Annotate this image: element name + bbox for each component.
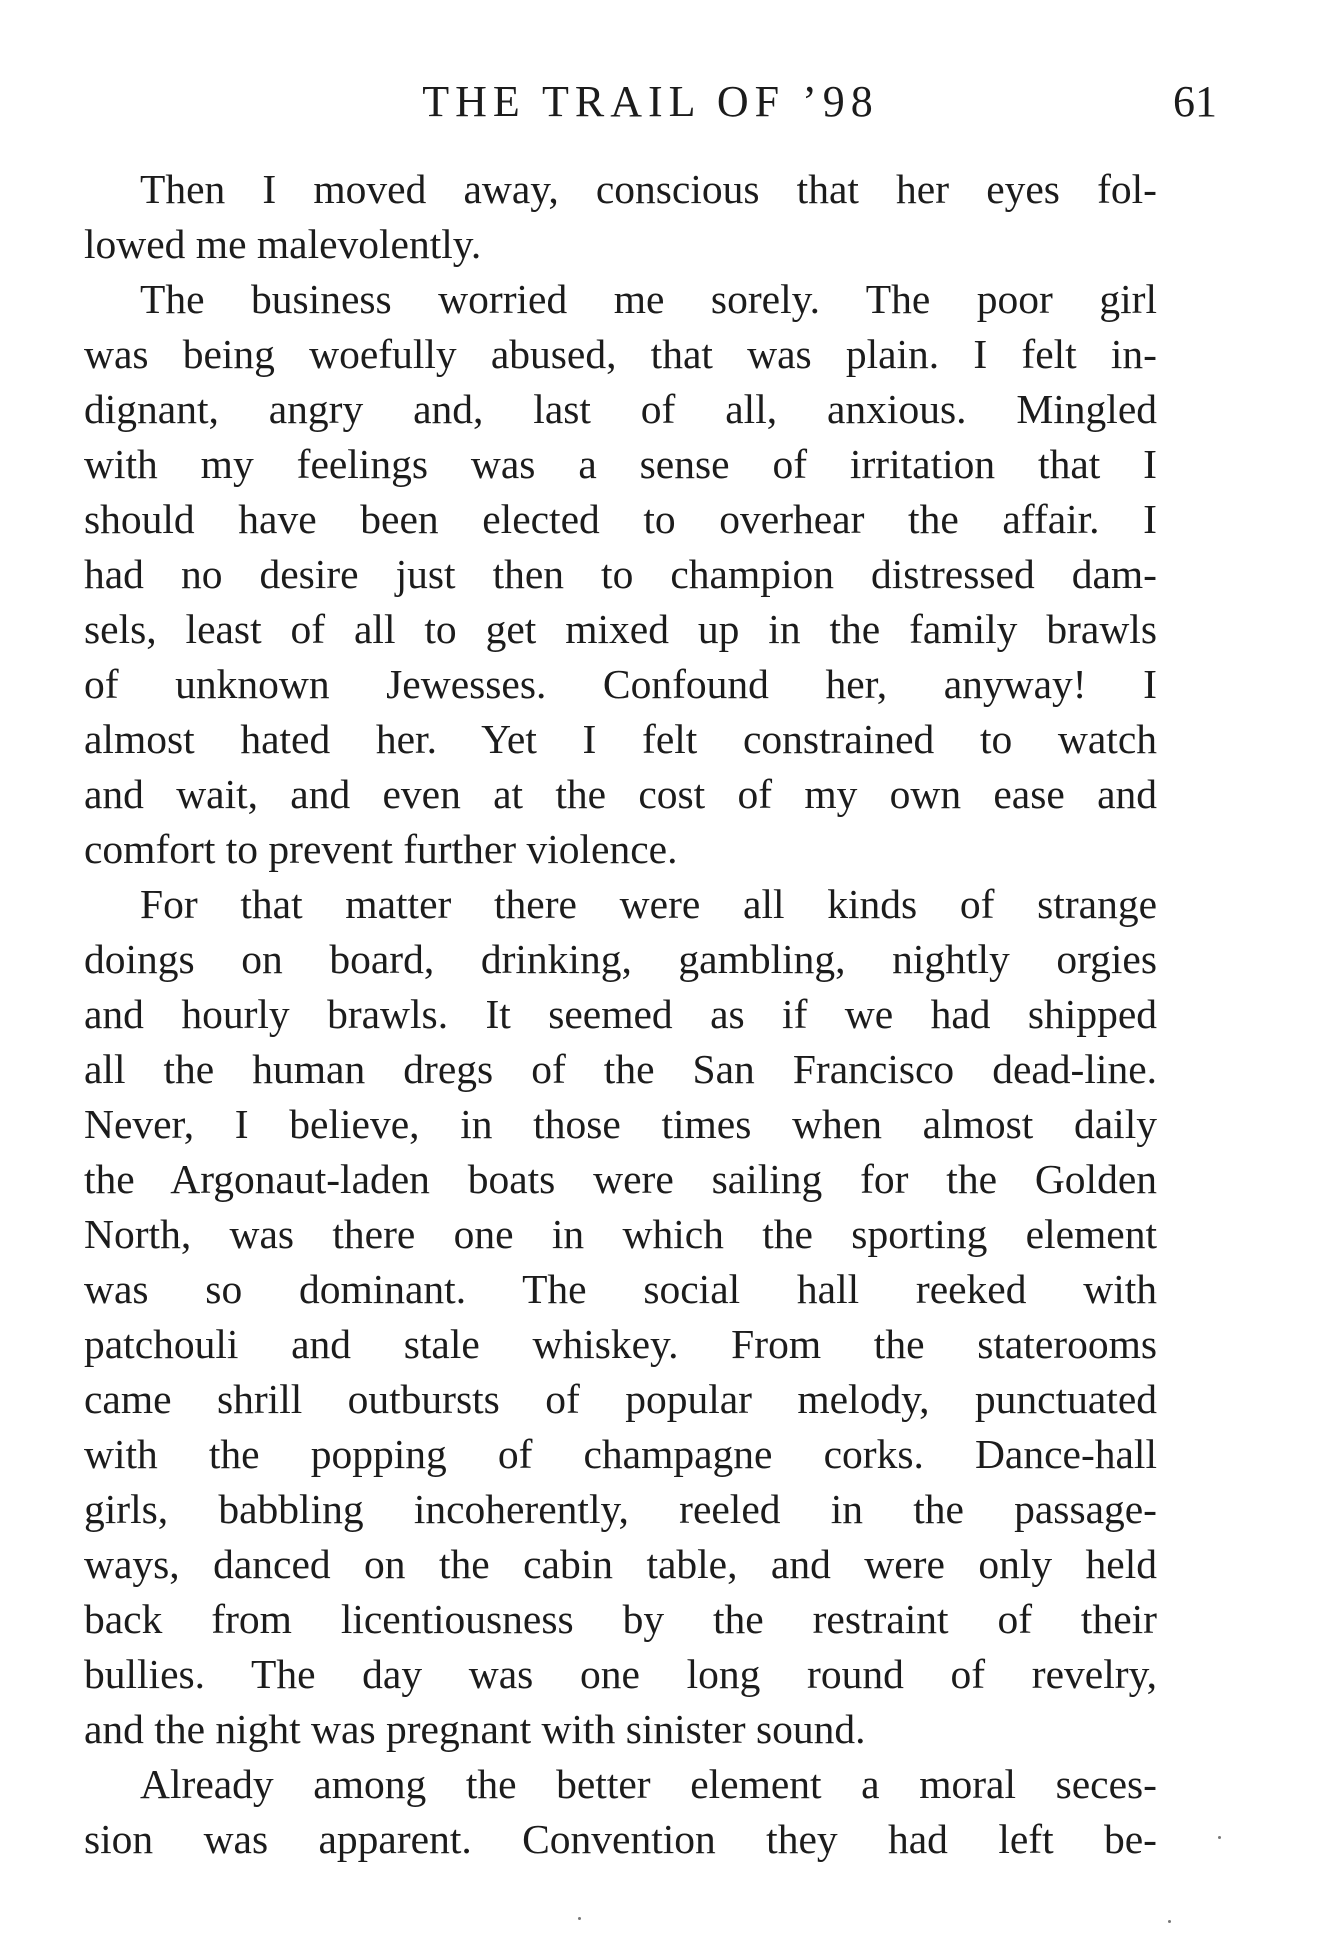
text-line: almost hated her. Yet I felt constrained to watch [84, 716, 1157, 762]
text-line: lowed me malevolently. [84, 221, 482, 267]
body-text [84, 162, 1157, 1867]
text-line: sion was apparent. Convention they had left be- [84, 1816, 1157, 1862]
text-line: comfort to prevent further violence. [84, 826, 678, 872]
text-line: with the popping of champagne corks. Dance-hall [84, 1431, 1157, 1477]
text-line: Then I moved away, conscious that her eyes fol- [140, 166, 1157, 212]
text-line: For that matter there were all kinds of strange [140, 881, 1157, 927]
running-head [84, 72, 1217, 132]
text-line: bullies. The day was one long round of revelry, [84, 1651, 1157, 1697]
text-line: and wait, and even at the cost of my own ease and [84, 771, 1157, 817]
text-line: was being woefully abused, that was plain. I felt in- [84, 331, 1157, 377]
text-line: girls, babbling incoherently, reeled in the passage- [84, 1486, 1157, 1532]
text-line: the Argonaut-laden boats were sailing for the Golden [84, 1156, 1157, 1202]
text-line: and the night was pregnant with sinister sound. [84, 1706, 866, 1752]
paper-speck [1218, 1836, 1221, 1839]
text-line: sels, least of all to get mixed up in the family brawls [84, 606, 1157, 652]
text-line: dignant, angry and, last of all, anxious. Mingled [84, 386, 1157, 432]
text-line: came shrill outbursts of popular melody, punctuated [84, 1376, 1157, 1422]
page-number: 61 [1173, 77, 1217, 126]
text-line: had no desire just then to champion distressed dam- [84, 551, 1157, 597]
text-line: was so dominant. The social hall reeked with [84, 1266, 1157, 1312]
text-line: and hourly brawls. It seemed as if we had shipped [84, 991, 1157, 1037]
text-line: The business worried me sorely. The poor girl [140, 276, 1157, 322]
paper-speck [578, 1917, 581, 1920]
text-line: doings on board, drinking, gambling, nightly orgies [84, 936, 1157, 982]
text-line: all the human dregs of the San Francisco dead-line. [84, 1046, 1157, 1092]
text-line: should have been elected to overhear the affair. I [84, 496, 1157, 542]
running-head-title: THE TRAIL OF ’98 [422, 77, 879, 126]
text-line: North, was there one in which the sporting element [84, 1211, 1157, 1257]
text-line: Never, I believe, in those times when almost daily [84, 1101, 1157, 1147]
text-line: patchouli and stale whiskey. From the staterooms [84, 1321, 1157, 1367]
text-line: of unknown Jewesses. Confound her, anyway! I [84, 661, 1157, 707]
paper-speck [1168, 1920, 1171, 1923]
text-line: Already among the better element a moral seces- [140, 1761, 1157, 1807]
text-line: back from licentiousness by the restraint of their [84, 1596, 1157, 1642]
text-line: with my feelings was a sense of irritation that I [84, 441, 1157, 487]
text-line: ways, danced on the cabin table, and were only held [84, 1541, 1157, 1587]
